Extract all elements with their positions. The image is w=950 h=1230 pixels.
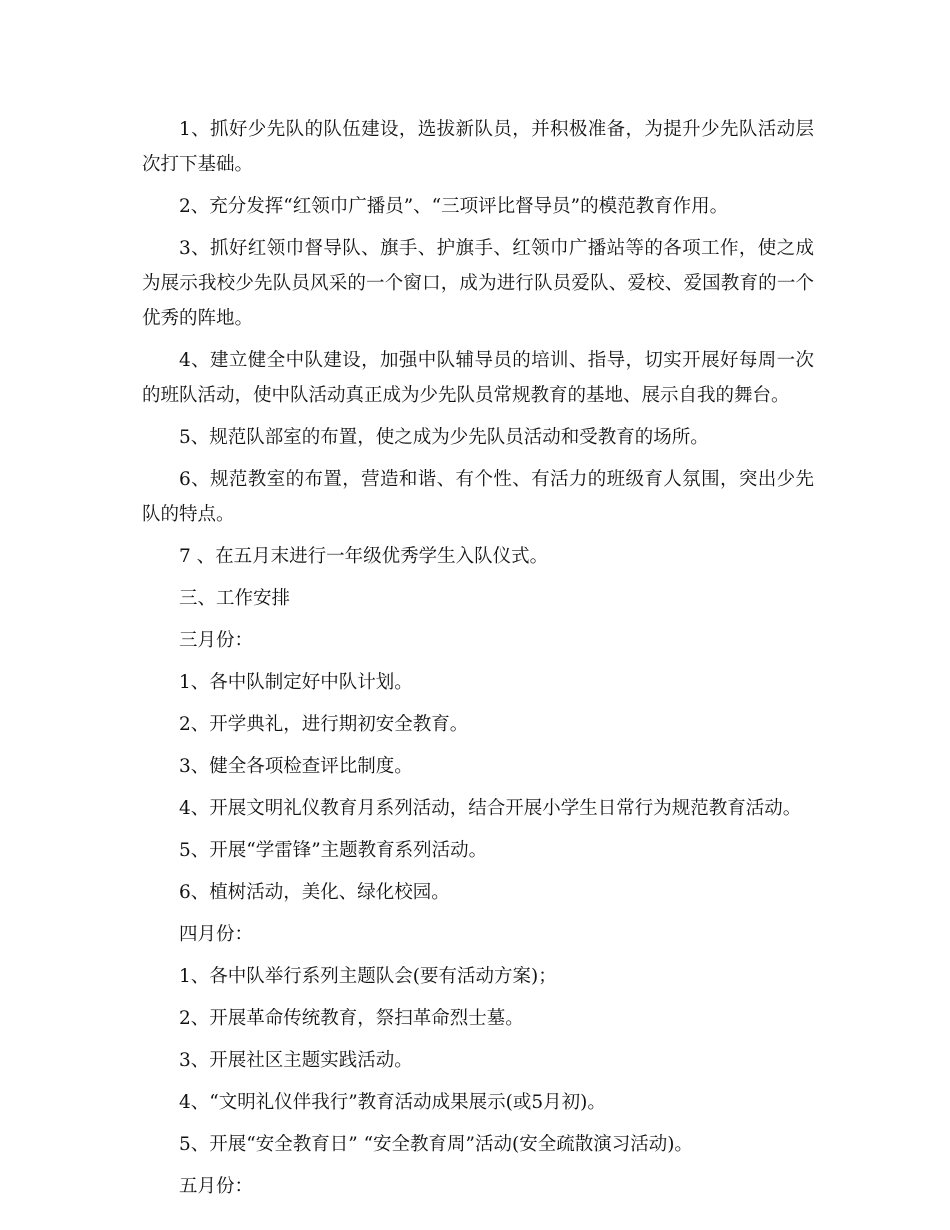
- section-heading-work-schedule: 三、工作安排: [179, 588, 291, 609]
- item-role-models: 2、充分发挥“红领巾广播员”、“三项评比督导员”的模范教育作用。: [179, 196, 729, 217]
- item-team-room: 5、规范队部室的布置，使之成为少先队员活动和受教育的场所。: [179, 427, 709, 448]
- list-item: 1、各中队制定好中队计划。: [179, 672, 413, 693]
- list-item: 3、开展社区主题实践活动。: [179, 1050, 413, 1071]
- item-induction-ceremony: 7 、在五月末进行一年级优秀学生入队仪式。: [179, 546, 549, 567]
- month-heading-march: 三月份：: [179, 630, 254, 651]
- list-item: 1、各中队举行系列主题队会(要有活动方案)；: [179, 966, 557, 987]
- month-heading-april: 四月份：: [179, 924, 254, 945]
- list-item: 6、植树活动，美化、绿化校园。: [179, 882, 450, 903]
- list-item: 5、开展“学雷锋”主题教育系列活动。: [179, 840, 488, 861]
- list-item: 5、开展“安全教育日” “安全教育周”活动(安全疏散演习活动)。: [179, 1134, 693, 1155]
- list-item: 4、开展文明礼仪教育月系列活动，结合开展小学生日常行为规范教育活动。: [179, 798, 802, 819]
- list-item: 3、健全各项检查评比制度。: [179, 756, 413, 777]
- item-squad-building: 4、建立健全中队建设，加强中队辅导员的培训、指导，切实开展好每周一次的班队活动，使中队活动真正成为少先队员常规教育的基地、展示自我的舞台。: [142, 350, 814, 406]
- list-item: 2、开展革命传统教育，祭扫革命烈士墓。: [179, 1008, 524, 1029]
- month-heading-may: 五月份：: [179, 1176, 254, 1197]
- document-body: [142, 112, 814, 1211]
- list-item: 2、开学典礼，进行期初安全教育。: [179, 714, 469, 735]
- item-team-building: 1、抓好少先队的队伍建设，选拔新队员，并积极准备，为提升少先队活动层次打下基础。: [142, 119, 814, 175]
- item-supervision-team: 3、抓好红领巾督导队、旗手、护旗手、红领巾广播站等的各项工作，使之成为展示我校少先队员风采的一个窗口，成为进行队员爱队、爱校、爱国教育的一个优秀的阵地。: [142, 238, 814, 329]
- list-item: 4、“文明礼仪伴我行”教育活动成果展示(或5月初)。: [179, 1092, 606, 1113]
- item-classroom-layout: 6、规范教室的布置，营造和谐、有个性、有活力的班级育人氛围，突出少先队的特点。: [142, 469, 814, 525]
